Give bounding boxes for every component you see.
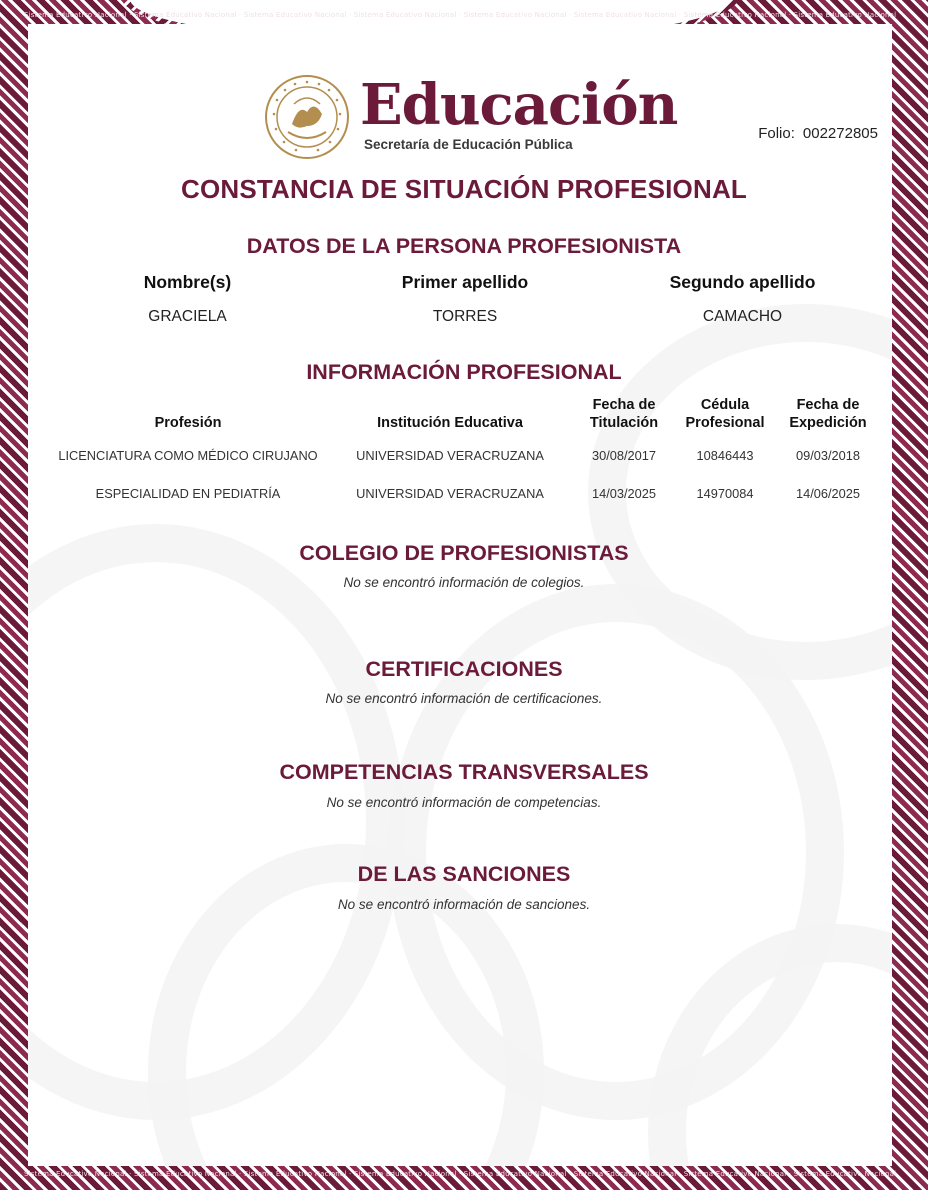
cell-fecha-expedicion: 14/06/2025: [795, 485, 861, 501]
value-primer-apellido: TORRES: [432, 308, 498, 325]
column-header-profesion: Profesión: [154, 415, 222, 431]
cell-institucion: UNIVERSIDAD VERACRUZANA: [356, 485, 544, 501]
brand-title: Educación: [360, 72, 678, 138]
security-microtext-bottom: Sistema Educativo Nacional · Sistema Educativo Nacional · Sistema Educativo Nacional · Sistema Educativo Nacional · Sistema Educativo Nacional · Sistema Educativo Nacional · Sistema Educativo Nacional · Sistema Educativo Nacional: [24, 1170, 897, 1178]
colegio-empty-message: No se encontró información de colegios.: [343, 575, 585, 590]
header-segundo-apellido: Segundo apellido: [669, 272, 816, 292]
section-title-competencias: COMPETENCIAS TRANSVERSALES: [279, 760, 649, 784]
table-row: [50, 474, 880, 512]
section-title-colegio: COLEGIO DE PROFESIONISTAS: [299, 541, 629, 565]
section-title-person: DATOS DE LA PERSONA PROFESIONISTA: [246, 234, 682, 258]
section-title-certificaciones: CERTIFICACIONES: [365, 657, 563, 681]
value-segundo-apellido: CAMACHO: [702, 308, 783, 325]
certificaciones-empty-message: No se encontró información de certificaciones.: [325, 691, 603, 706]
column-header-cedula: Cédula Profesional: [685, 397, 765, 431]
brand-subtitle: Secretaría de Educación Pública: [364, 137, 573, 152]
cell-profesion: LICENCIATURA COMO MÉDICO CIRUJANO: [58, 447, 318, 463]
column-header-fecha-titulacion: Fecha de Titulación: [589, 397, 659, 431]
folio-label: Folio:: [758, 125, 795, 142]
section-title-professional: INFORMACIÓN PROFESIONAL: [306, 360, 622, 384]
folio-value: 002272805: [802, 125, 878, 142]
cell-fecha-titulacion: 14/03/2025: [591, 485, 657, 501]
header-primer-apellido: Primer apellido: [401, 272, 529, 292]
column-header-fecha-expedicion: Fecha de Expedición: [789, 397, 867, 431]
competencias-empty-message: No se encontró información de competencias.: [326, 795, 602, 810]
national-seal-icon: [264, 74, 350, 160]
cell-cedula: 10846443: [696, 447, 754, 463]
header-nombres: Nombre(s): [143, 272, 232, 292]
value-nombres: GRACIELA: [148, 308, 227, 325]
cell-profesion: ESPECIALIDAD EN PEDIATRÍA: [95, 485, 281, 501]
section-title-sanciones: DE LAS SANCIONES: [357, 862, 571, 886]
folio: [758, 125, 878, 142]
professional-table: [50, 396, 880, 512]
table-header-row: [50, 396, 880, 436]
column-header-institucion: Institución Educativa: [377, 415, 523, 431]
cell-cedula: 14970084: [696, 485, 754, 501]
cell-fecha-expedicion: 09/03/2018: [795, 447, 861, 463]
cell-fecha-titulacion: 30/08/2017: [591, 447, 657, 463]
document-title: CONSTANCIA DE SITUACIÓN PROFESIONAL: [180, 174, 747, 204]
sanciones-empty-message: No se encontró información de sanciones.: [337, 897, 591, 912]
person-data-grid: [80, 272, 850, 326]
security-microtext-top: Sistema Educativo Nacional · Sistema Educativo Nacional · Sistema Educativo Nacional · Sistema Educativo Nacional · Sistema Educativo Nacional · Sistema Educativo Nacional · Sistema Educativo Nacional · Sistema Educativo Nacional: [24, 11, 897, 19]
cell-institucion: UNIVERSIDAD VERACRUZANA: [356, 447, 544, 463]
table-row: [50, 436, 880, 474]
